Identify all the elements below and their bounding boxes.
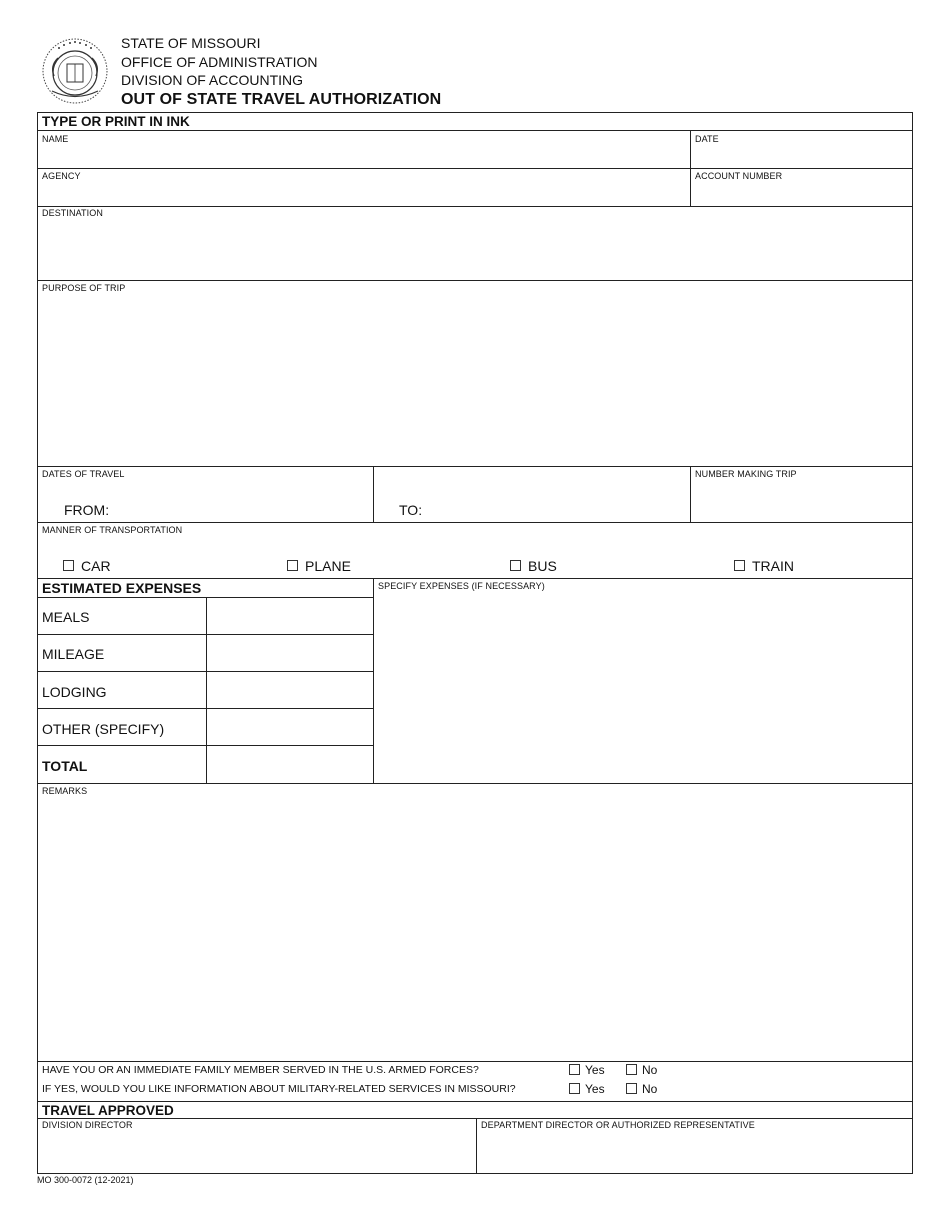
other-label: OTHER (SPECIFY) xyxy=(42,721,165,737)
destination-field[interactable] xyxy=(38,207,912,280)
mileage-amount-field[interactable] xyxy=(207,635,373,671)
plane-checkbox[interactable] xyxy=(287,560,298,571)
armed-forces-yes-checkbox[interactable] xyxy=(569,1064,580,1075)
lodging-label: LODGING xyxy=(42,684,107,700)
travel-authorization-form xyxy=(37,112,913,1174)
mileage-label: MILEAGE xyxy=(42,646,105,662)
agency-header xyxy=(121,34,441,109)
date-field[interactable] xyxy=(691,131,912,168)
division-director-label: DIVISION DIRECTOR xyxy=(42,1120,133,1130)
from-label: FROM: xyxy=(64,502,110,518)
missouri-state-seal-icon xyxy=(40,36,110,108)
header-state: STATE OF MISSOURI xyxy=(121,35,261,51)
form-title: OUT OF STATE TRAVEL AUTHORIZATION xyxy=(121,90,442,108)
dates-of-travel-label: DATES OF TRAVEL xyxy=(42,469,125,479)
other-amount-field[interactable] xyxy=(207,709,373,745)
car-checkbox[interactable] xyxy=(63,560,74,571)
number-making-trip-field[interactable] xyxy=(691,483,912,521)
destination-label: DESTINATION xyxy=(42,208,103,218)
to-date-field[interactable] xyxy=(428,493,683,521)
header-office: OFFICE OF ADMINISTRATION xyxy=(121,53,318,70)
remarks-label: REMARKS xyxy=(42,786,88,796)
meals-amount-field[interactable] xyxy=(207,598,373,634)
department-director-label: DEPARTMENT DIRECTOR OR AUTHORIZED REPRESENTATIVE xyxy=(481,1120,755,1130)
train-label: TRAIN xyxy=(752,558,794,574)
armed-forces-yes-label: Yes xyxy=(585,1063,605,1077)
transportation-label: MANNER OF TRANSPORTATION xyxy=(42,525,183,535)
specify-expenses-label: SPECIFY EXPENSES (IF NECESSARY) xyxy=(378,581,545,591)
instruction-heading: TYPE OR PRINT IN INK xyxy=(42,114,190,129)
account-number-field[interactable] xyxy=(691,169,912,206)
agency-label: AGENCY xyxy=(42,171,81,181)
to-label: TO: xyxy=(399,502,423,518)
number-making-trip-label: NUMBER MAKING TRIP xyxy=(695,469,797,479)
armed-forces-question: HAVE YOU OR AN IMMEDIATE FAMILY MEMBER SERVED IN THE U.S. ARMED FORCES? xyxy=(42,1064,479,1076)
estimated-expenses-heading: ESTIMATED EXPENSES xyxy=(42,580,202,596)
total-amount-field[interactable] xyxy=(207,746,373,783)
armed-forces-no-label: No xyxy=(642,1063,658,1077)
specify-expenses-field[interactable] xyxy=(374,593,912,783)
military-services-yes-label: Yes xyxy=(585,1082,605,1096)
plane-label: PLANE xyxy=(305,558,351,574)
department-director-signature-field[interactable] xyxy=(477,1131,912,1173)
remarks-field[interactable] xyxy=(38,797,912,1061)
header-division: DIVISION OF ACCOUNTING xyxy=(121,72,304,88)
date-label: DATE xyxy=(695,134,719,144)
name-field[interactable] xyxy=(38,131,690,168)
purpose-field[interactable] xyxy=(38,281,912,466)
total-label: TOTAL xyxy=(42,758,88,774)
bus-checkbox[interactable] xyxy=(510,560,521,571)
account-number-label: ACCOUNT NUMBER xyxy=(695,171,783,181)
from-date-field[interactable] xyxy=(118,493,368,521)
purpose-label: PURPOSE OF TRIP xyxy=(42,283,126,293)
armed-forces-no-checkbox[interactable] xyxy=(626,1064,637,1075)
car-label: CAR xyxy=(81,558,111,574)
military-services-no-label: No xyxy=(642,1082,658,1096)
military-services-question: IF YES, WOULD YOU LIKE INFORMATION ABOUT MILITARY-RELATED SERVICES IN MISSOURI? xyxy=(42,1083,516,1095)
military-services-yes-checkbox[interactable] xyxy=(569,1083,580,1094)
lodging-amount-field[interactable] xyxy=(207,672,373,708)
train-checkbox[interactable] xyxy=(734,560,745,571)
form-number: MO 300-0072 (12-2021) xyxy=(37,1175,134,1185)
travel-approved-heading: TRAVEL APPROVED xyxy=(42,1103,174,1118)
name-label: NAME xyxy=(42,134,69,144)
meals-label: MEALS xyxy=(42,609,90,625)
military-services-no-checkbox[interactable] xyxy=(626,1083,637,1094)
agency-field[interactable] xyxy=(38,169,690,206)
bus-label: BUS xyxy=(528,558,557,574)
division-director-signature-field[interactable] xyxy=(38,1131,475,1173)
